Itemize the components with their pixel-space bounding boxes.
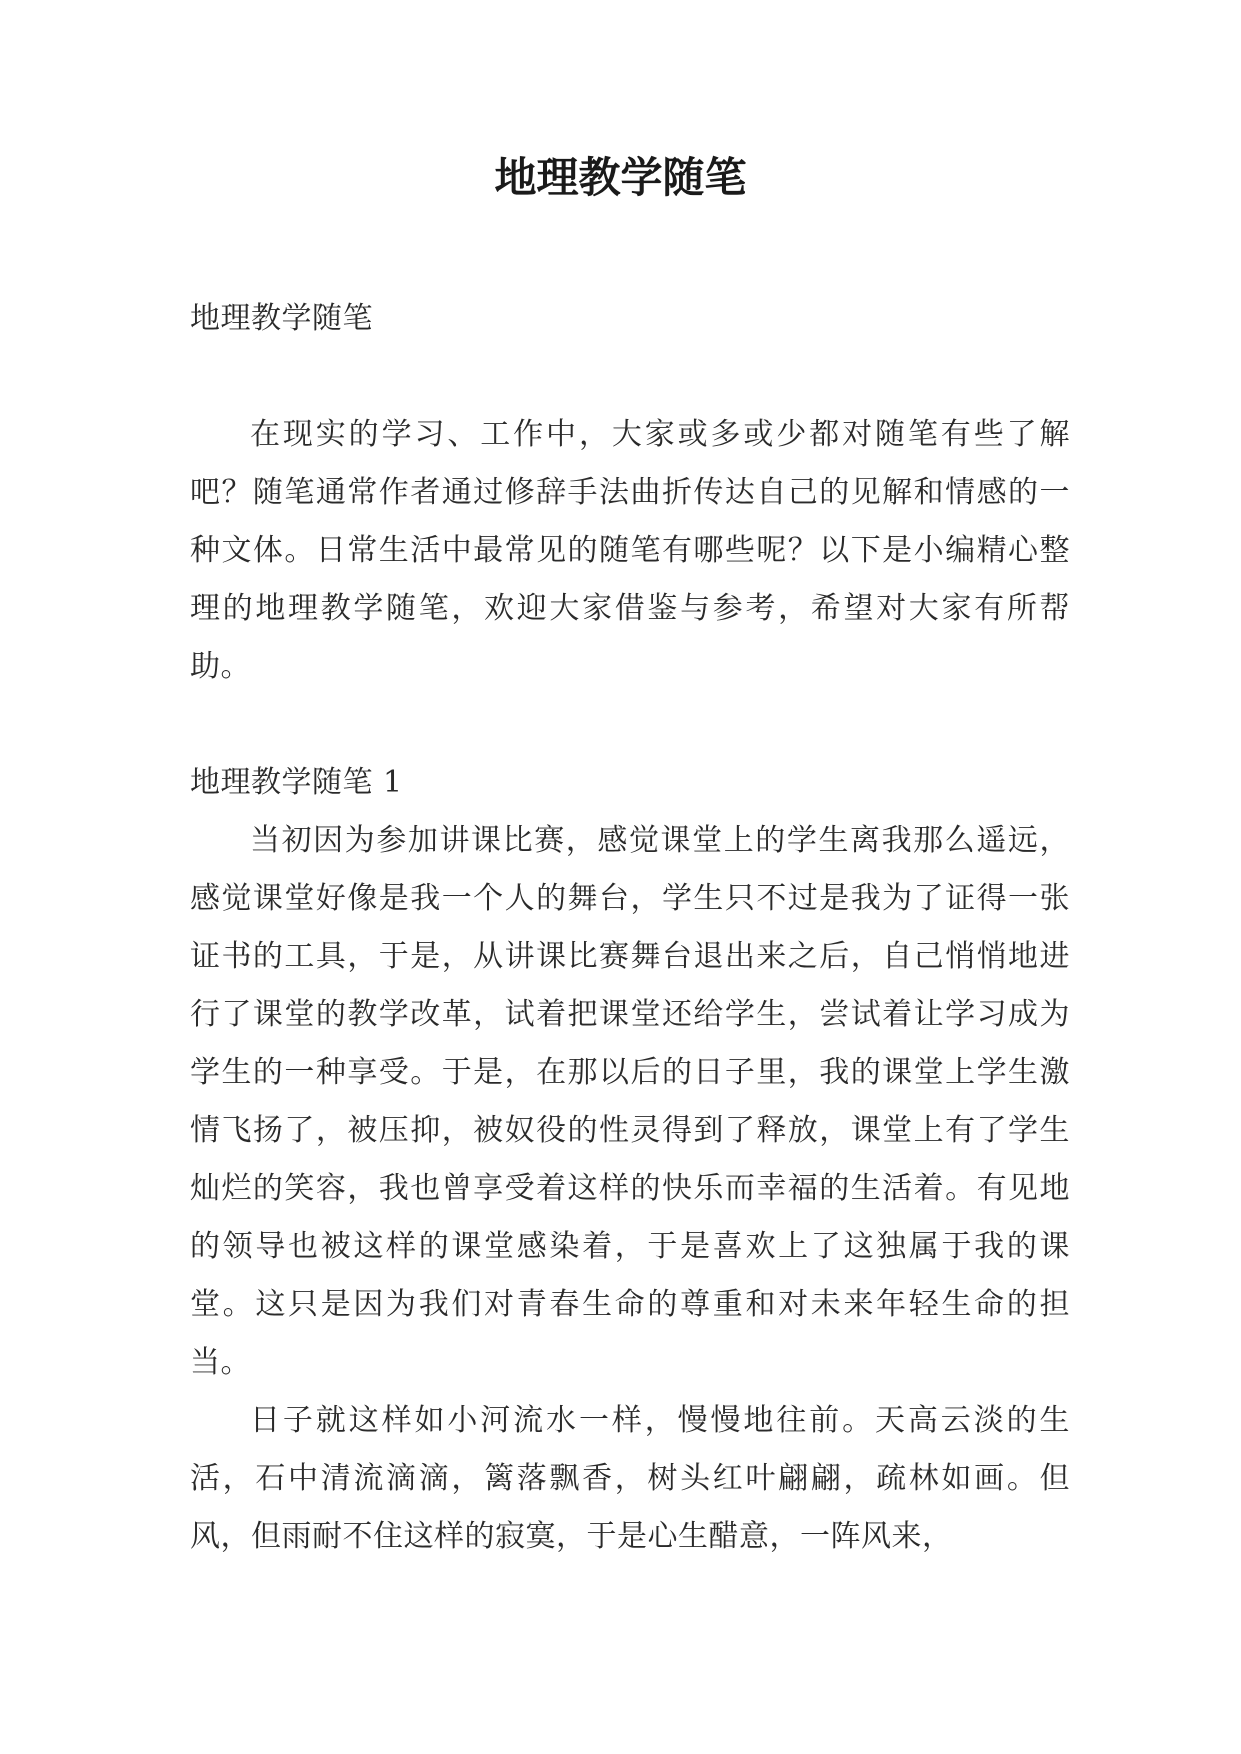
spacer <box>190 696 1070 754</box>
section-heading: 地理教学随笔 1 <box>190 765 403 800</box>
section-paragraph: 当初因为参加讲课比赛，感觉课堂上的学生离我那么遥远，感觉课堂好像是我一个人的舞台，学生只不过是我为了证得一张证书的工具，于是，从讲课比赛舞台退出来之后，自己悄悄地进行了课堂的教学改革，试着把课堂还给学生，尝试着让学习成为学生的一种享受。于是，在那以后的日子里，我的课堂上学生激情飞扬了，被压抑，被奴役的性灵得到了释放，课堂上有了学生灿烂的笑容，我也曾享受着这样的快乐而幸福的生活着。有见地的领导也被这样的课堂感染着，于是喜欢上了这独属于我的课堂。这只是因为我们对青春生命的尊重和对未来年轻生命的担当。 <box>190 823 1070 1380</box>
document-subtitle: 地理教学随笔 <box>190 301 373 336</box>
document-title: 地理教学随笔 <box>494 153 747 202</box>
document-body <box>190 290 1070 1566</box>
spacer <box>190 348 1070 406</box>
section-paragraph: 日子就这样如小河流水一样，慢慢地往前。天高云淡的生活，石中清流滴滴，篱落飘香，树头红叶翩翩，疏林如画。但风，但雨耐不住这样的寂寞，于是心生醋意，一阵风来， <box>190 1403 1070 1554</box>
intro-paragraph: 在现实的学习、工作中，大家或多或少都对随笔有些了解吧？随笔通常作者通过修辞手法曲折传达自己的见解和情感的一种文体。日常生活中最常见的随笔有哪些呢？以下是小编精心整理的地理教学随笔，欢迎大家借鉴与参考，希望对大家有所帮助。 <box>190 417 1070 684</box>
